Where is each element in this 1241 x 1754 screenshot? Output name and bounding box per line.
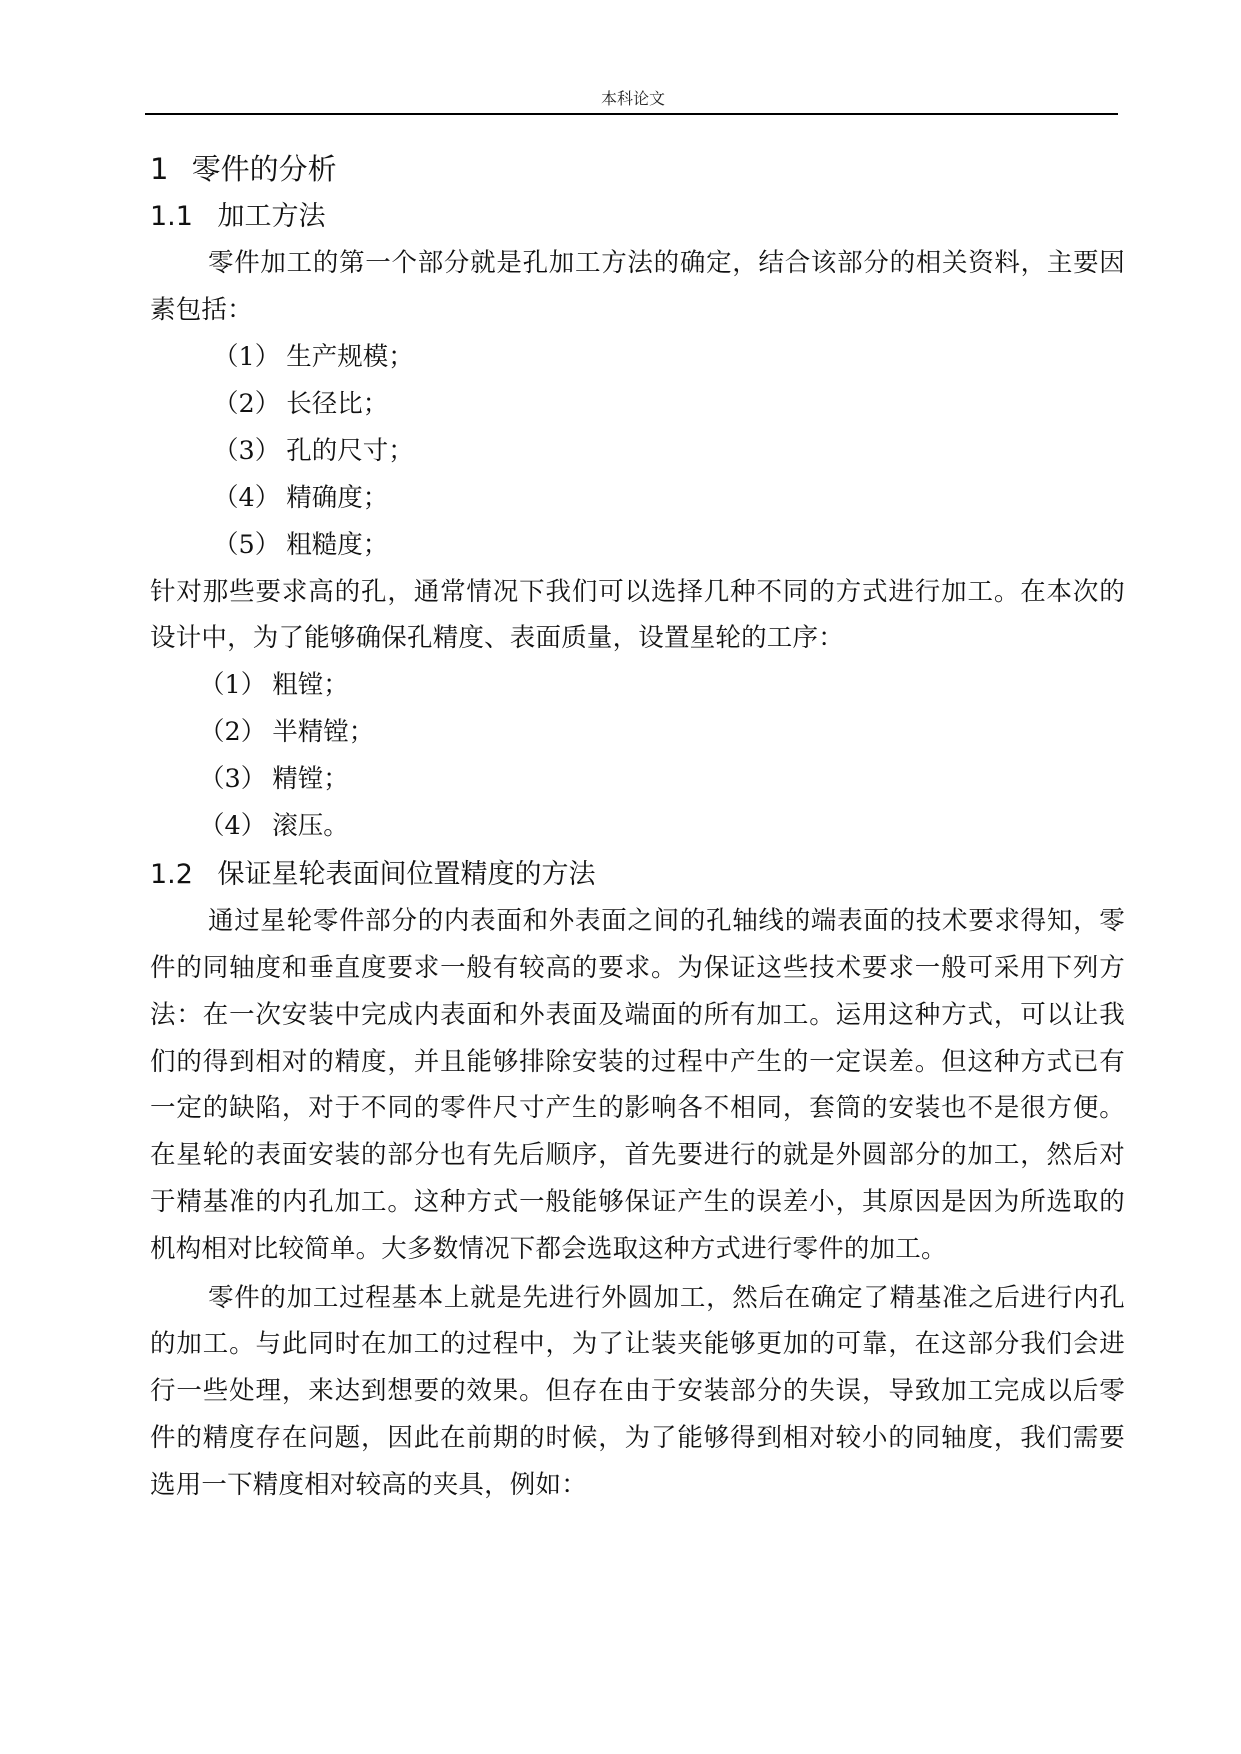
section-title: 零件的分析 [191,152,337,186]
list-item [150,662,1125,709]
middle-paragraph: 针对那些要求高的孔，通常情况下我们可以选择几种不同的方式进行加工。在本次的设计中，为了能够确保孔精度、表面质量，设置星轮的工序： [150,576,1125,654]
page-body [150,145,1125,1509]
list-text: 半精镗； [272,717,375,748]
body-paragraph-1: 通过星轮零件部分的内表面和外表面之间的孔轴线的端表面的技术要求得知，零件的同轴度和垂直度要求一般有较高的要求。为保证这些技术要求一般可采用下列方法：在一次安装中完成内表面和外表面及端面的所有加工。运用这种方式，可以让我们的得到相对的精度，并且能够排除安装的过程中产生的一定误差。但这种方式已有一定的缺陷，对于不同的零件尺寸产生的影响各不相同，套筒的安装也不是很方便。在星轮的表面安装的部分也有先后顺序，首先要进行的就是外圆部分的加工，然后对于精基准的内孔加工。这种方式一般能够保证产生的误差小，其原因是因为所选取的机构相对比较简单。大多数情况下都会选取这种方式进行零件的加工。 [150,906,1125,1264]
intro-paragraph: 零件加工的第一个部分就是孔加工方法的确定，结合该部分的相关资料，主要因素包括： [150,248,1125,325]
list-number: （5） [213,529,281,560]
section-1-1-heading [150,193,1125,240]
section-1-heading [150,145,1125,193]
list-item [150,803,1125,850]
list-number: （1） [199,670,267,701]
section-number: 1.2 [150,859,193,891]
section-number: 1.1 [150,201,193,232]
factor-list [150,334,1125,569]
list-text: 粗糙度； [286,529,389,560]
list-text: 长径比； [286,388,389,419]
list-item [150,475,1125,522]
header-divider [145,113,1118,115]
list-text: 生产规模； [286,341,414,372]
section-number: 1 [150,152,169,186]
list-number: （2） [213,388,281,419]
list-text: 精确度； [286,482,389,513]
process-step-list [150,662,1125,850]
running-header: 本科论文 [600,89,665,108]
body-paragraph-2: 零件的加工过程基本上就是先进行外圆加工，然后在确定了精基准之后进行内孔的加工。与此同时在加工的过程中，为了让装夹能够更加的可靠，在这部分我们会进行一些处理，来达到想要的效果。但存在由于安装部分的失误，导致加工完成以后零件的精度存在问题，因此在前期的时候，为了能够得到相对较小的同轴度，我们需要选用一下精度相对较高的夹具，例如： [150,1282,1125,1500]
list-number: （4） [213,482,281,513]
list-text: 孔的尺寸； [286,435,414,466]
section-1-2-heading [150,851,1125,898]
list-number: （1） [213,341,281,372]
list-item [150,709,1125,756]
list-text: 滚压。 [272,811,349,842]
list-text: 精镗； [272,764,349,795]
list-number: （3） [213,435,281,466]
section-title: 保证星轮表面间位置精度的方法 [217,859,596,891]
list-item [150,381,1125,428]
list-number: （4） [199,811,267,842]
list-item [150,522,1125,569]
list-item [150,428,1125,475]
list-item [150,334,1125,381]
list-number: （3） [199,764,267,795]
list-number: （2） [199,717,267,748]
section-title: 加工方法 [217,201,326,232]
list-text: 粗镗； [272,670,349,701]
list-item [150,756,1125,803]
